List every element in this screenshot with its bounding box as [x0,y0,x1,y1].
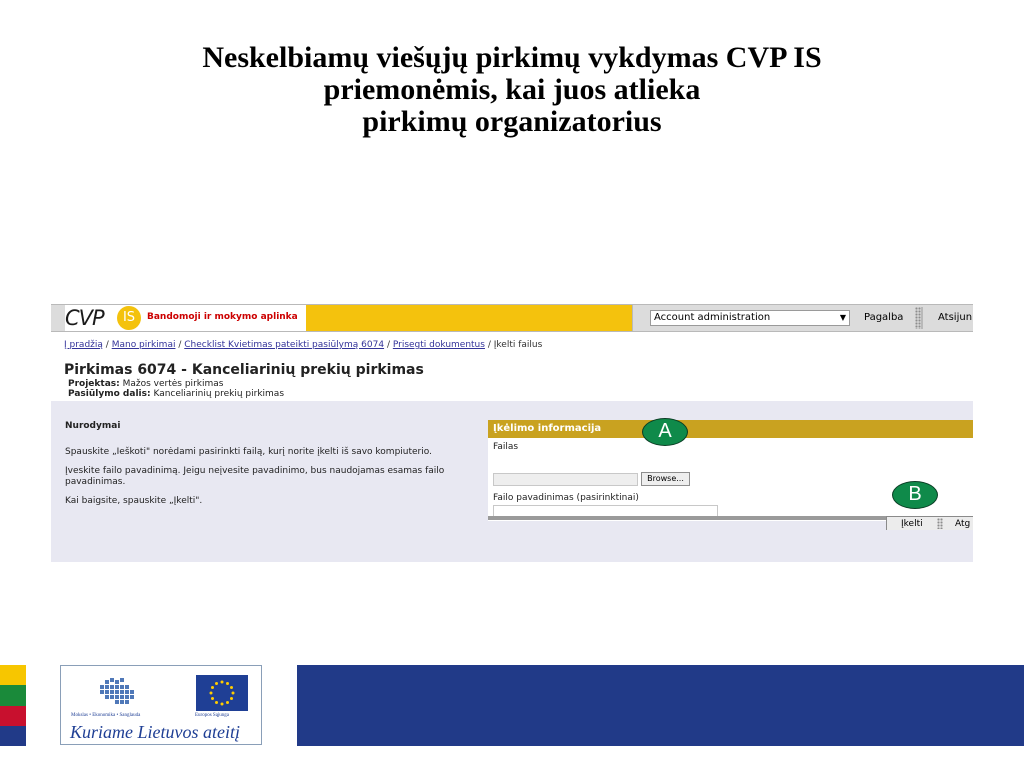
lot-value: Kanceliarinių prekių pirkimas [153,389,285,399]
logout-button[interactable]: Atsijun [938,312,973,323]
flag-stripe-red [0,706,26,726]
eu-flag-icon [196,675,248,711]
flag-stripe-green [0,685,26,706]
project-value: Mažos vertės pirkimas [122,379,224,389]
breadcrumb-my-procurements[interactable]: Mano pirkimai [111,340,176,350]
project-line [68,379,223,389]
breadcrumb [64,340,542,350]
back-button[interactable]: Atg [955,519,971,529]
flag-stripe-blue [0,726,26,746]
footer-button-tab [886,516,973,530]
breadcrumb-separator: / [386,340,390,350]
breadcrumb-attach-documents[interactable]: Prisegti dokumentus [392,340,485,350]
lot-label: Pasiūlymo dalis: [68,389,151,399]
file-path-field[interactable] [493,473,638,486]
logo-badge: IS [117,306,141,330]
partner-caption: Mokslas • Ekonomika • Sanglauda [71,713,141,718]
slide-title-line-2: priemonėmis, kai juos atlieka [323,73,701,106]
toolbar-grip-icon [937,518,943,529]
app-screenshot [51,304,973,562]
upload-section-title: Įkėlimo informacija [488,420,973,438]
browse-button[interactable]: Browse... [641,472,690,486]
breadcrumb-home[interactable]: Į pradžią [64,340,103,350]
help-button[interactable]: Pagalba [864,312,904,323]
slide-title-line-3: pirkimų organizatorius [362,105,662,138]
footer-bar [297,665,1024,746]
lithuania-map-icon [97,676,139,710]
marker-a: A [642,418,688,446]
toolbar-right [632,305,973,331]
app-topbar [51,304,973,332]
environment-label: Bandomoji ir mokymo aplinka [147,312,298,322]
file-name-label: Failo pavadinimas (pasirinktinai) [493,493,639,503]
page-title: Pirkimas 6074 - Kanceliarinių prekių pirkimas [64,362,424,378]
upload-footer-bar [488,516,973,530]
toolbar-divider [921,307,923,329]
instructions-heading: Nurodymai [65,421,121,431]
slogan: Kuriame Lietuvos ateitį [70,722,240,742]
project-label: Projektas: [68,379,120,389]
breadcrumb-current: Įkelti failus [493,340,543,350]
content-panel [51,401,973,562]
upload-button[interactable]: Įkelti [901,519,923,529]
logo-text: CVP [65,306,104,330]
topbar-left-edge [51,305,66,331]
slide-title [0,42,1024,138]
flag-stripe-yellow [0,665,26,685]
account-select[interactable] [650,310,850,326]
instruction-text: Spauskite „Ieškoti" norėdami pasirinkti failą, kurį norite įkelti iš savo kompiuterio. [65,447,432,457]
footer-divider [488,516,888,520]
breadcrumb-checklist[interactable]: Checklist Kvietimas pateikti pasiūlymą 6074 [184,340,385,350]
slide-title-line-1: Neskelbiamų viešųjų pirkimų vykdymas CVP IS [202,41,822,74]
dropdown-arrow-icon: ▼ [839,313,846,322]
instruction-text: Įveskite failo pavadinimą. Jeigu neįvesite pavadinimo, bus naudojamas esamas failo pavadinimas. [65,466,445,487]
breadcrumb-separator: / [487,340,491,350]
instruction-text: Kai baigsite, spauskite „Įkelti". [65,496,203,506]
account-select-value: Account administration [654,312,771,323]
breadcrumb-separator: / [105,340,109,350]
eu-caption: Europos Sąjunga [195,713,230,718]
lot-line [68,389,284,399]
app-logo[interactable] [65,305,306,331]
file-label: Failas [493,442,519,452]
breadcrumb-separator: / [178,340,182,350]
marker-b: B [892,481,938,509]
partner-logo-box [60,665,262,745]
